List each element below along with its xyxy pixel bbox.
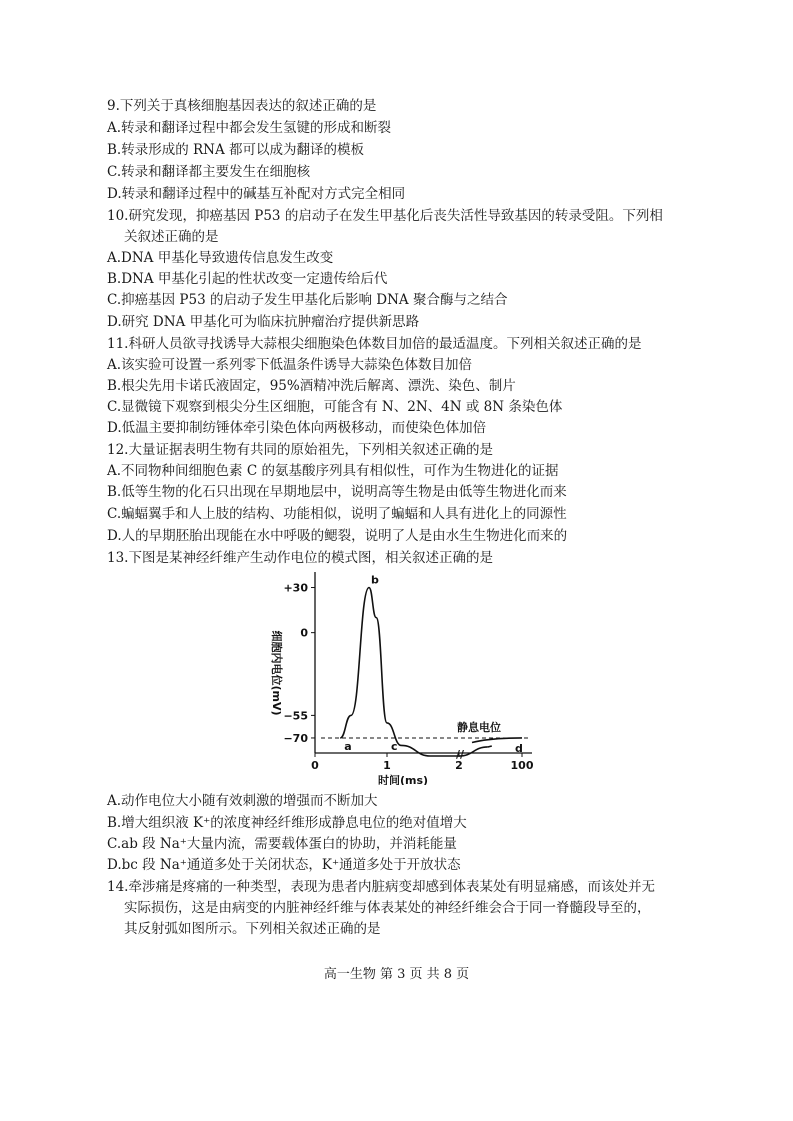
x-axis-break: // [455,748,465,761]
q12-option-c: C.蝙蝠翼手和人上肢的结构、功能相似，说明了蝙蝠和人具有进化上的同源性 [107,506,567,522]
q11-option-c: C.显微镜下观察到根尖分生区细胞，可能含有 N、2N、4N 或 8N 条染色体 [107,399,563,415]
point-label-b: b [371,573,379,587]
q12-stem: 12.大量证据表明生物有共同的原始祖先，下列相关叙述正确的是 [107,442,493,458]
q11-option-b: B.根尖先用卡诺氏液固定，95%酒精冲洗后解离、漂洗、染色、制片 [107,378,516,394]
q9-option-d: D.转录和翻译过程中的碱基互补配对方式完全相同 [107,186,406,202]
q9-option-a: A.转录和翻译过程中都会发生氢键的形成和断裂 [107,120,392,136]
q10-option-a: A.DNA 甲基化导致遗传信息发生改变 [107,250,334,266]
q10-option-b: B.DNA 甲基化引起的性状改变一定遗传给后代 [107,271,388,287]
point-label-d: d [515,741,523,755]
x-tick-label: 100 [510,759,534,772]
x-tick-label: 0 [311,759,319,772]
y-tick-label: +30 [283,581,308,595]
q9-stem: 9.下列关于真核细胞基因表达的叙述正确的是 [107,98,377,114]
y-tick-label: 0 [300,626,308,640]
q11-option-a: A.该实验可设置一系列零下低温条件诱导大蒜染色体数目加倍 [107,357,473,373]
point-label-c: c [391,739,398,753]
q13-option-c: C.ab 段 Na⁺大量内流，需要载体蛋白的协助，并消耗能量 [107,836,457,852]
q14-line3: 其反射弧如图所示。下列相关叙述正确的是 [124,921,381,937]
potential-curve-tail [488,746,492,747]
q12-option-b: B.低等生物的化石只出现在早期地层中，说明高等生物是由低等生物进化而来 [107,484,567,500]
q12-option-a: A.不同物种间细胞色素 C 的氨基酸序列具有相似性，可作为生物进化的证据 [107,463,559,479]
q9-option-b: B.转录形成的 RNA 都可以成为翻译的模板 [107,142,365,158]
x-tick-label: 1 [383,759,391,772]
q14-line1: 14.牵涉痛是疼痛的一种类型，表现为患者内脏病变却感到体表某处有明显痛感，而该处并无 [107,879,655,895]
q12-option-d: D.人的早期胚胎出现能在水中呼吸的鳃裂，说明了人是由水生生物进化而来的 [107,528,568,544]
x-tick-label: 2 [455,759,463,772]
q13-option-a: A.动作电位大小随有效刺激的增强而不断加大 [107,793,378,809]
q11-option-d: D.低温主要抑制纺锤体牵引染色体向两极移动，而使染色体加倍 [107,420,487,436]
q13-stem: 13.下图是某神经纤维产生动作电位的模式图，相关叙述正确的是 [107,550,493,566]
y-tick-label: −55 [283,709,308,723]
q10-option-c: C.抑癌基因 P53 的启动子发生甲基化后影响 DNA 聚合酶与之结合 [107,292,508,308]
q10-option-d: D.研究 DNA 甲基化可为临床抗肿瘤治疗提供新思路 [107,314,420,330]
q13-option-d: D.bc 段 Na⁺通道多处于关闭状态，K⁺通道多处于开放状态 [107,857,461,873]
q9-option-c: C.转录和翻译都主要发生在细胞核 [107,164,311,180]
resting-potential-label: 静息电位 [457,720,501,734]
page-footer: 高一生物 第 3 页 共 8 页 [323,967,470,982]
point-label-a: a [344,739,352,753]
q11-stem: 11.科研人员欲寻找诱导大蒜根尖细胞染色体数目加倍的最适温度。下列相关叙述正确的是 [107,336,642,352]
q14-line2: 实际损伤，这是由病变的内脏神经纤维与体表某处的神经纤维会合于同一脊髓段导至的， [124,900,651,916]
action-potential-chart [255,565,545,785]
y-tick-label: −70 [283,731,308,745]
y-axis-title: 细胞内电位(mV) [270,630,283,716]
x-axis-title: 时间(ms) [377,774,429,785]
q10-stem: 10.研究发现，抑癌基因 P53 的启动子在发生甲基化后丧失活性导致基因的转录受阻。下列相 [107,208,663,224]
q10-stem-cont: 关叙述正确的是 [124,229,219,245]
q13-option-b: B.增大组织液 K⁺的浓度神经纤维形成静息电位的绝对值增大 [107,815,467,831]
